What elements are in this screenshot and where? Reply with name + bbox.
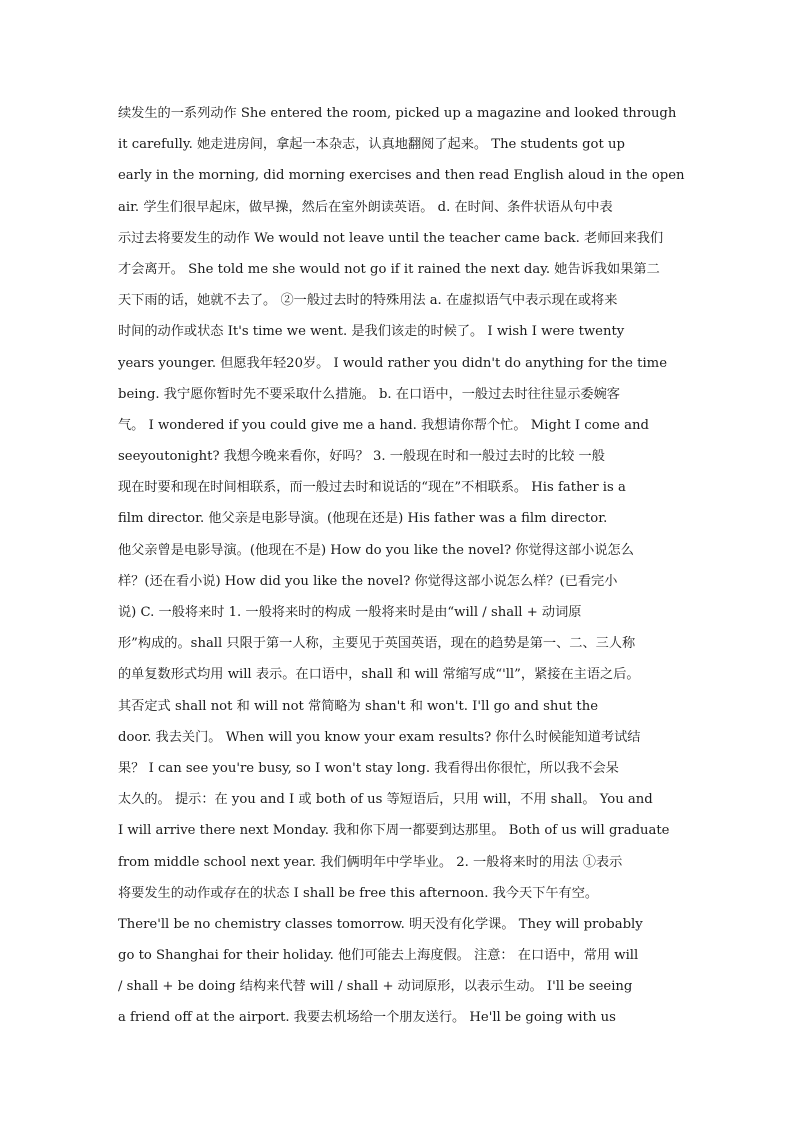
- text-line: 说) C. 一般将来时 1. 一般将来时的构成 一般将来时是由“will / shall + 动词原: [118, 605, 582, 620]
- text-line: air. 学生们很早起床，做早操，然后在室外朗读英语。 d. 在时间、条件状语从句中表: [118, 199, 613, 215]
- text-line: 才会离开。 She told me she would not go if it rained the next day. 她告诉我如果第二: [118, 261, 660, 277]
- text-line: 气。 I wondered if you could give me a hand. 我想请你帮个忙。 Might I come and: [118, 417, 649, 433]
- text-line: 续发生的一系列动作 She entered the room, picked up a magazine and looked through: [118, 106, 677, 121]
- text-line: go to Shanghai for their holiday. 他们可能去上海度假。 注意： 在口语中，常用 will: [118, 948, 639, 964]
- text-line: 果？ I can see you're busy, so I won't stay long. 我看得出你很忙，所以我不会呆: [118, 760, 619, 776]
- body-text: [118, 103, 728, 1039]
- text-line: it carefully. 她走进房间，拿起一本杂志，认真地翻阅了起来。 The students got up: [118, 137, 625, 153]
- text-line: seeyoutonight? 我想今晚来看你，好吗？ 3. 一般现在时和一般过去时的比较 一般: [118, 449, 605, 465]
- text-line: 现在时要和现在时间相联系，而一般过去时和说话的“现在”不相联系。 His father is a: [118, 480, 626, 496]
- text-line: early in the morning, did morning exercises and then read English aloud in the open: [118, 168, 685, 184]
- text-line: 样？(还在看小说) How did you like the novel? 你觉得这部小说怎么样？(已看完小: [118, 573, 618, 589]
- text-line: 形”构成的。shall 只限于第一人称，主要见于英国英语，现在的趋势是第一、二、三人称: [118, 636, 636, 652]
- text-line: door. 我去关门。 When will you know your exam results? 你什么时候能知道考试结: [118, 729, 641, 745]
- text-line: 其否定式 shall not 和 will not 常简略为 shan't 和 won't. I'll go and shut the: [118, 698, 599, 714]
- text-line: 的单复数形式均用 will 表示。在口语中，shall 和 will 常缩写成“'ll”，紧接在主语之后。: [118, 667, 640, 683]
- text-line: 时间的动作或状态 It's time we went. 是我们该走的时候了。 I wish I were twenty: [118, 324, 625, 340]
- text-line: 他父亲曾是电影导演。(他现在不是) How do you like the novel? 你觉得这部小说怎么: [118, 542, 634, 558]
- text-line: 太久的。 提示：在 you and I 或 both of us 等短语后，只用 will，不用 shall。 You and: [118, 792, 653, 808]
- text-line: There'll be no chemistry classes tomorrow. 明天没有化学课。 They will probably: [118, 916, 643, 932]
- text-line: / shall + be doing 结构来代替 will / shall + 动词原形，以表示生动。 I'll be seeing: [118, 979, 633, 995]
- text-line: years younger. 但愿我年轻20岁。 I would rather you didn't do anything for the time: [118, 355, 667, 371]
- text-line: a friend off at the airport. 我要去机场给一个朋友送行。 He'll be going with us: [118, 1010, 616, 1026]
- text-line: being. 我宁愿你暂时先不要采取什么措施。 b. 在口语中，一般过去时往往显示委婉客: [118, 386, 620, 402]
- text-line: I will arrive there next Monday. 我和你下周一都要到达那里。 Both of us will graduate: [118, 823, 670, 839]
- text-line: 天下雨的话，她就不去了。 ②一般过去时的特殊用法 a. 在虚拟语气中表示现在或将来: [118, 293, 618, 309]
- text-line: from middle school next year. 我们俩明年中学毕业。 2. 一般将来时的用法 ①表示: [118, 854, 623, 870]
- text-line: 示过去将要发生的动作 We would not leave until the teacher came back. 老师回来我们: [118, 230, 664, 246]
- text-line: 将要发生的动作或存在的状态 I shall be free this afternoon. 我今天下午有空。: [118, 885, 599, 901]
- text-line: film director. 他父亲是电影导演。(他现在还是) His father was a film director.: [118, 511, 608, 527]
